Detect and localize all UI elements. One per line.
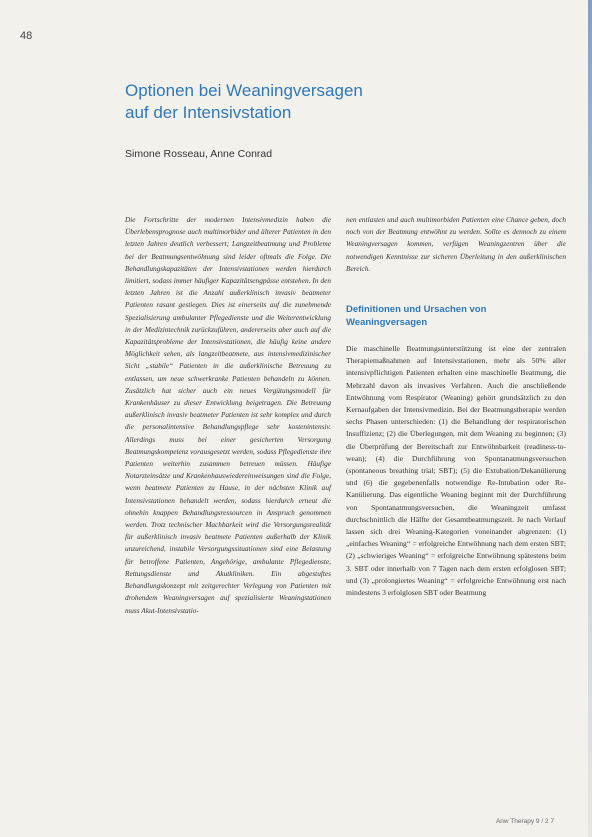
- section-heading-line-2: Weaningversagen: [346, 317, 428, 329]
- body-paragraph: Die maschinelle Beatmungsunterstützung ist eine der zentralen Therapiemaßnahmen auf Intensivstationen, mehr als 50% aller intensivpflichtigen Patienten erhalten eine maschinelle Beatmung, die Mehrzahl davon als invasives Verfahren. Auch die anschließende Entwöhnung vom Respirator (Weaning) gehört grundsätzlich zu den Kernaufgaben der Intensivmedizin. Bei der Beatmungstherapie werden sechs Phasen unterschieden: (1) die Behandlung der respiratorischen Insuffizienz; (2) die Überlegungen, mit dem Weaning zu beginnen; (3) die Überprüfung der Bereitschaft zur Entwöhnbarkeit (readiness-to-wean); (4) die Durchführung von Spontanatmungsversuchen (spontaneous breathing trial; SBT); (5) die Extubation/Dekanülierung und (6) die gegebenenfalls notwendige Re-Intubation oder Re-Kanülierung. Das eigentliche Weaning beginnt mit der Durchführung von Spontanatmungsversuchen, die Weaningzeit umfasst durchschnittlich die Hälfte der Gesamtbeatmungszeit. Je nach Verlauf lassen sich drei Weaning-Kategorien voneinander abgrenzen: (1) „einfaches Weaning“ = erfolgreiche Entwöhnung nach dem ersten SBT; (2) „schwieriges Weaning“ = erfolgreiche Entwöhnung spätestens beim 3. SBT oder innerhalb von 7 Tagen nach dem ersten erfolglosen SBT; und (3) „prolongiertes Weaning“ = erfolgreiche Entwöhnung erst nach mindestens 3 erfolglosen SBT oder Beatmung: [346, 344, 566, 598]
- page-edge: [588, 0, 592, 837]
- intro-paragraph-continued: nen entlasten und auch multimorbiden Patienten eine Chance geben, doch noch von der Beatmung entwöhnt zu werden. Sollte es dennoch zu einem Weaningversagen kommen, verfügen Weaningzentren über die notwendigen Kenntnisse zur sicheren Überleitung in den außerklinischen Bereich.: [346, 215, 566, 273]
- page-number: 48: [20, 30, 33, 42]
- column-right: [346, 214, 566, 599]
- intro-paragraph: Die Fortschritte der modernen Intensivmedizin haben die Überlebensprognose auch multimorbider und älterer Patienten in den letzten Jahren deutlich verbessert; Langzeitbeatmung und Probleme bei der Beatmungsentwöhnung sind leider oftmals die Folge. Die Behandlungskapazitäten der Intensivstationen werden hierdurch limitiert, sodass immer häufiger Kapazitätsengpässe entstehen. In den letzten Jahren ist die Anzahl außerklinisch invasiv beatmeter Patienten rasant gestiegen. Dies ist einerseits auf die zunehmende Spezialisierung ambulanter Pflegedienste und die Weiterentwicklung in der Medizintechnik zurückzuführen, andererseits aber auch auf die Kapazitätsprobleme der Intensivstationen, die häufig keine andere Möglichkeit sehen, als langzeitbeatmete, aus intensivmedizinischer Sicht „stabile“ Patienten in die außerklinische Betreuung zu entlassen, um neue schwerkranke Patienten behandeln zu können. Zusätzlich hat sicher auch ein neues Vergütungsmodell für Krankenhäuser zu dieser Entwicklung beigetragen. Die Betreuung außerklinisch invasiv beatmeter Patienten ist sehr komplex und durch die personalintensive Behandlungspflege sehr kostenintensiv. Allerdings muss bei einer gesicherten Versorgung Beatmungskompetenz vorausgesetzt werden, sodass Pflegedienste ihre Patienten weiterhin zusammen betreuen müssen. Häufige Notarzteinsätze und Krankenhauswiedereinweisungen sind die Folge, wenn beatmete Patienten zu Hause, in der nächsten Klinik auf Intensivstationen behandelt werden, sodass hierdurch erneut die ohnehin knappen Behandlungsressourcen in Anspruch genommen werden. Trotz technischer Machbarkeit wird die Versorgungsrealität für außerklinisch invasiv beatmete Patienten außerhalb der Klinik unzureichend, instabile Versorgungssituationen sind eine Belastung für betroffene Patienten, Angehörige, ambulante Pflegedienste, Rettungsdienste und Akutkliniken. Ein abgestuftes Behandlungskonzept mit zeitgerechter Verlegung von Patienten mit drohendem Weaningversagen auf spezialisierte Weaningstationen muss Akut-Intensivstatio-: [125, 215, 331, 615]
- section-heading-line-1: Definitionen und Ursachen von: [346, 304, 487, 316]
- section-heading: [346, 303, 566, 329]
- page-footer: Anw Therapy 9 / 2 7: [495, 818, 554, 825]
- title-line-1: Optionen bei Weaningversagen: [125, 81, 363, 100]
- column-left: [125, 214, 331, 617]
- authors: Simone Rosseau, Anne Conrad: [125, 148, 273, 160]
- title-line-2: auf der Intensivstation: [125, 103, 292, 122]
- article-title: [125, 80, 455, 124]
